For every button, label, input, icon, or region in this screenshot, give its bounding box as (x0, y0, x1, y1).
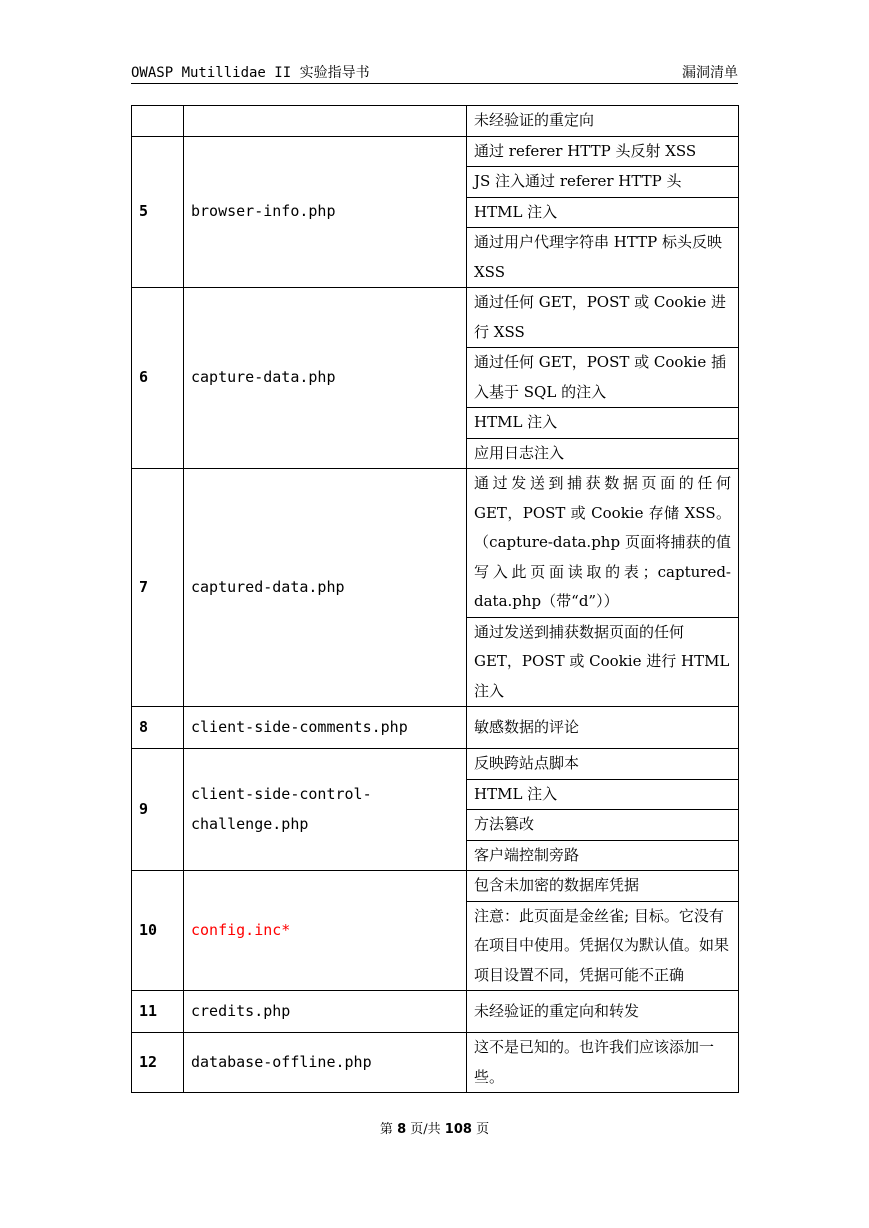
table-row (132, 136, 739, 167)
table-row (132, 749, 739, 780)
row-number: 12 (132, 1033, 184, 1093)
vulnerability: 应用日志注入 (467, 438, 739, 469)
vulnerability: 通过用户代理字符串 HTTP 标头反映 XSS (467, 228, 739, 288)
section-title: 漏洞清单 (682, 65, 738, 81)
vulnerability: 客户端控制旁路 (467, 840, 739, 871)
row-number: 5 (132, 136, 184, 288)
vulnerability: 反映跨站点脚本 (467, 749, 739, 780)
vulnerability: 通过任何 GET，POST 或 Cookie 进行 XSS (467, 288, 739, 348)
vulnerability: 通过任何 GET，POST 或 Cookie 插入基于 SQL 的注入 (467, 348, 739, 408)
file-name: database-offline.php (184, 1033, 467, 1093)
vulnerability: HTML 注入 (467, 408, 739, 439)
vulnerability-table (131, 105, 739, 1093)
file-name (184, 106, 467, 137)
table-row (132, 871, 739, 902)
footer-middle: 页/共 (410, 1122, 441, 1137)
vulnerability: HTML 注入 (467, 779, 739, 810)
vulnerability: 未经验证的重定向和转发 (467, 991, 739, 1033)
row-number: 9 (132, 749, 184, 871)
vulnerability: HTML 注入 (467, 197, 739, 228)
file-name: browser-info.php (184, 136, 467, 288)
table-row (132, 991, 739, 1033)
table-row (132, 1033, 739, 1093)
file-name: capture-data.php (184, 288, 467, 469)
header-rule (131, 83, 738, 84)
vulnerability: 敏感数据的评论 (467, 707, 739, 749)
vulnerability: 通过发送到捕获数据页面的任何 GET，POST 或 Cookie 存储 XSS。（capture-data.php 页面将捕获的值写入此页面读取的表；captured-data.php（带“d”）） (467, 469, 739, 618)
row-number: 8 (132, 707, 184, 749)
table-row (132, 106, 739, 137)
file-name: client-side-comments.php (184, 707, 467, 749)
vulnerability: 方法篡改 (467, 810, 739, 841)
row-number: 6 (132, 288, 184, 469)
vulnerability: 这不是已知的。也许我们应该添加一些。 (467, 1033, 739, 1093)
doc-title: OWASP Mutillidae II 实验指导书 (131, 65, 370, 81)
table-row (132, 469, 739, 618)
file-name: config.inc* (184, 871, 467, 991)
vulnerability: 通过 referer HTTP 头反射 XSS (467, 136, 739, 167)
page-total: 108 (444, 1122, 472, 1137)
vulnerability: 通过发送到捕获数据页面的任何 GET，POST 或 Cookie 进行 HTML 注入 (467, 617, 739, 707)
row-number: 11 (132, 991, 184, 1033)
page-footer (0, 1118, 869, 1137)
file-name: credits.php (184, 991, 467, 1033)
file-name: client-side-control-challenge.php (184, 749, 467, 871)
vulnerability: 未经验证的重定向 (467, 106, 739, 137)
footer-prefix: 第 (379, 1122, 393, 1137)
vulnerability: 包含未加密的数据库凭据 (467, 871, 739, 902)
page-number: 8 (397, 1122, 407, 1137)
vulnerability: 注意：此页面是金丝雀; 目标。它没有在项目中使用。凭据仅为默认值。如果项目设置不同，凭据可能不正确 (467, 901, 739, 991)
footer-suffix: 页 (476, 1122, 490, 1137)
table-row (132, 288, 739, 348)
row-number: 7 (132, 469, 184, 707)
file-name: captured-data.php (184, 469, 467, 707)
row-number (132, 106, 184, 137)
vulnerability: JS 注入通过 referer HTTP 头 (467, 167, 739, 198)
table-row (132, 707, 739, 749)
row-number: 10 (132, 871, 184, 991)
